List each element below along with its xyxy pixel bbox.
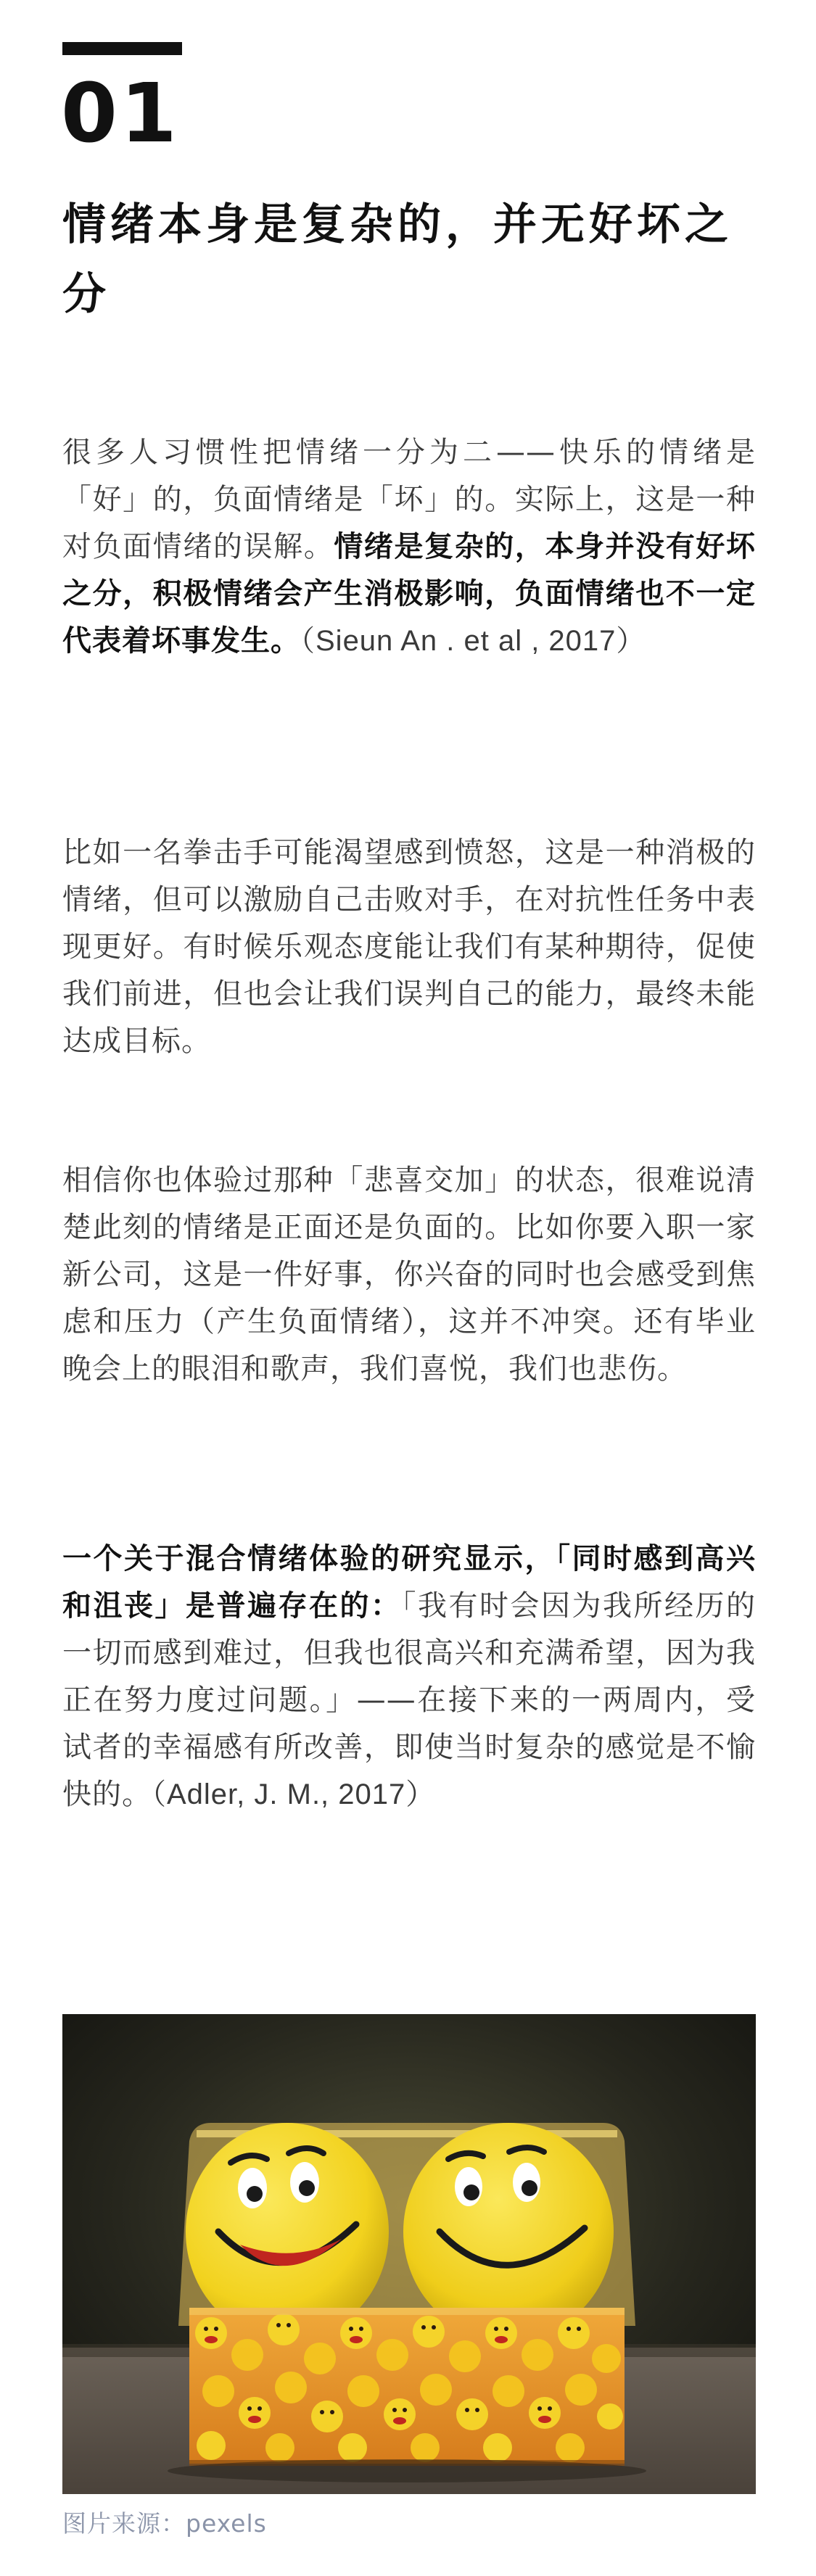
paragraph-text: 「我有时会因为我所经历的一切而感到难过，但我也很高兴和充满希望，因为我正在努力度过问题。」——在接下来的一两周内，受试者的幸福感有所改善，即使当时复杂的感觉是不愉快的。	[62, 1589, 756, 1811]
citation: （Adler, J. M., 2017）	[152, 1778, 436, 1810]
paragraph-emphasis: 情绪是复杂的，本身并没有好坏之分，积极情绪会产生消极影响，负面情绪也不一定代表着坏事发生。	[62, 530, 757, 658]
paragraph-emphasis: 一个关于混合情绪体验的研究显示，「同时感到高兴和沮丧」是普遍存在的：	[62, 1542, 756, 1623]
smiley-illustration	[62, 2014, 756, 2494]
accent-bar	[62, 42, 182, 55]
citation: （Sieun An . et al , 2017）	[300, 625, 646, 657]
smiley-box-photo	[62, 2014, 756, 2494]
section-number: 01	[61, 67, 180, 161]
section-title: 情绪本身是复杂的，并无好坏之分	[62, 199, 733, 320]
paragraph-research	[62, 1536, 756, 1818]
paragraph-emotion-complexity	[62, 429, 756, 665]
paragraph-mixed-feelings: 相信你也体验过那种「悲喜交加」的状态，很难说清楚此刻的情绪是正面还是负面的。比如你要入职一家新公司，这是一件好事，你兴奋的同时也会感受到焦虑和压力（产生负面情绪），这并不冲突。还有毕业晚会上的眼泪和歌声，我们喜悦，我们也悲伤。	[62, 1164, 756, 1386]
paragraph-text: 很多人习惯性把情绪一分为二——快乐的情绪是「好」的，负面情绪是「坏」的。实际上，这是一种对负面情绪的误解。	[62, 436, 756, 563]
paragraph-boxer-example: 比如一名拳击手可能渴望感到愤怒，这是一种消极的情绪，但可以激励自己击败对手，在对抗性任务中表现更好。有时候乐观态度能让我们有某种期待，促使我们前进，但也会让我们误判自己的能力，最终未能达成目标。	[62, 836, 756, 1058]
image-caption: 图片来源：pexels	[62, 2509, 267, 2538]
